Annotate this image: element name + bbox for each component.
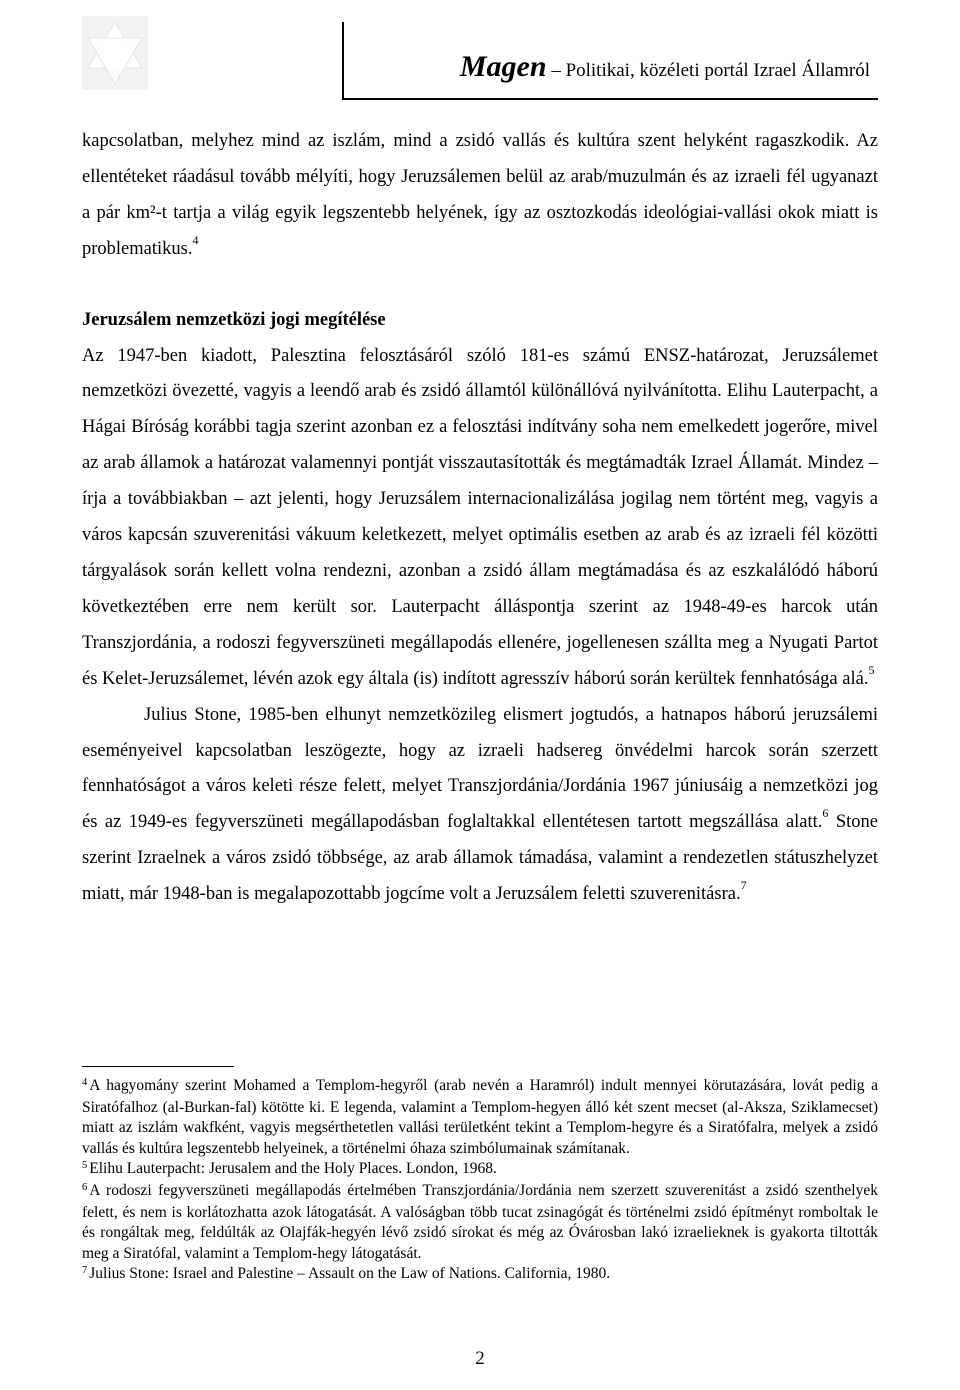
footnote-number: 4: [82, 1077, 88, 1088]
footnote-number: 5: [82, 1159, 88, 1171]
footnote-text: Julius Stone: Israel and Palestine – Assault on the Law of Nations. California, 1980.: [89, 1264, 611, 1282]
main-text: [82, 124, 878, 913]
footnotes: [82, 1076, 878, 1286]
footnote-reference: 5: [868, 662, 875, 677]
footnote-text: A rodoszi fegyverszüneti megállapodás értelmében Transzjordánia/Jordánia nem szerzett szuverenitást a zsidó szenthelyek felett, és nem is korlátozhatta azok látogatását. A valóságban több tucat zsinagógát és történelmi zsidó építményt romboltak le és rongáltak meg, feldúlták az Olajfák-hegyén lévő zsidó sírokat és még az Óvárosban lakó izraelieknek is gyakorta tiltották meg a Siratófal, valamint a Templom-hegy látogatását.: [82, 1182, 878, 1262]
brand-name: Magen: [459, 50, 547, 83]
paragraph-text: kapcsolatban, melyhez mind az iszlám, mind a zsidó vallás és kultúra szent helyként ragaszkodik. Az ellentéteket ráadásul tovább mélyíti, hogy Jeruzsálemen belül az arab/muzulmán és az izraeli fél ugyanazt a pár km²-t tartja a világ egyik legszentebb helyének, így az osztozkodás ideológiai-vallási okok miatt is problematikus.: [82, 131, 878, 259]
footnote-number: 6: [82, 1182, 88, 1194]
footnote-reference: 6: [822, 806, 829, 821]
header-vertical-rule: [342, 22, 344, 98]
footnote-reference: 7: [740, 877, 747, 892]
paragraph-text: Stone szerint Izraelnek a város zsidó többsége, az arab államok támadása, valamint a rendezetlen státuszhelyzet miatt, már 1948-ban is megalapozottabb jogcíme volt a Jeruzsálem feletti szuverenitásra.: [82, 812, 879, 905]
paragraph-text: Julius Stone, 1985-ben elhunyt nemzetközileg elismert jogtudós, a hatnapos háború jeruzsálemi eseményeivel kapcsolatban leszögezte, hogy az izraeli hadsereg önvédelmi harcok során szerzett fennhatóságot a város keleti része felett, melyet Transzjordánia/Jordánia 1967 júniusáig a nemzetközi jog és az 1949-es fegyverszüneti megállapodásban foglaltakkal ellentétesen tartott megszállása alatt.: [82, 704, 878, 833]
paragraph-continuation: [82, 124, 878, 268]
star-of-david-logo: [82, 16, 148, 90]
header-title: [460, 50, 870, 84]
footnote-text: Elihu Lauterpacht: Jerusalem and the Holy Places. London, 1968.: [89, 1159, 497, 1177]
footnote-text: A hagyomány szerint Mohamed a Templom-hegyről (arab nevén a Haramról) indult mennyei körutazására, lovát pedig a Siratófalhoz (al-Burkan-fal) kötötte ki. E legenda, valamint a Templom-hegyen álló két szent mecset (al-Aksza, Sziklamecset) miatt az iszlám wakfként, vagyis megsérthetetlen vallási területként tekint a Templom-hegyre és a Siratófalra, melyek a zsidó vallás és kultúra legszentebb helyeinek, a történelmi óhaza szimbólumainak számítanak.: [82, 1077, 878, 1157]
footnote: [82, 1264, 878, 1286]
paragraph-indented: [82, 698, 878, 913]
header-tagline: – Politikai, közéleti portál Izrael Államról: [546, 60, 870, 81]
footnote-separator: [82, 1066, 234, 1067]
header-horizontal-rule: [342, 98, 878, 100]
footnote: [82, 1181, 878, 1264]
footnote-number: 7: [82, 1264, 88, 1276]
page-number: 2: [475, 1348, 485, 1369]
footnote: [82, 1159, 878, 1181]
footnote: [82, 1076, 878, 1159]
paragraph: [82, 339, 878, 698]
section-heading: Jeruzsálem nemzetközi jogi megítélése: [82, 309, 386, 330]
paragraph-text: Az 1947-ben kiadott, Palesztina felosztásáról szóló 181-es számú ENSZ-határozat, Jeruzsálemet nemzetközi övezetté, vagyis a leendő arab és zsidó államtól különállóvá nyilvánította. Elihu Lauterpacht, a Hágai Bíróság korábbi tagja szerint azonban ez a felosztási indítvány soha nem emelkedett jogerőre, mivel az arab államok a határozat valamennyi pontját visszautasították és megtámadták Izrael Államát. Mindez – írja a továbbiakban – azt jelenti, hogy Jeruzsálem internacionalizálása jogilag nem történt meg, vagyis a város kapcsán szuverenitási vákuum keletkezett, melyet optimális esetben az arab és az izraeli fél közötti tárgyalások során kellett volna rendezni, azonban a zsidó állam megtámadása és az eszkalálódó háború következtében erre nem került sor. Lauterpacht álláspontja szerint az 1948-49-es harcok után Transzjordánia, a rodoszi fegyverszüneti megállapodás ellenére, jogellenesen szállta meg a Nyugati Partot és Kelet-Jeruzsálemet, lévén azok egy általa (is) indított agresszív háború során kerültek fennhatósága alá.: [82, 345, 878, 689]
page-header: [0, 0, 960, 102]
footnote-reference: 4: [192, 232, 199, 247]
